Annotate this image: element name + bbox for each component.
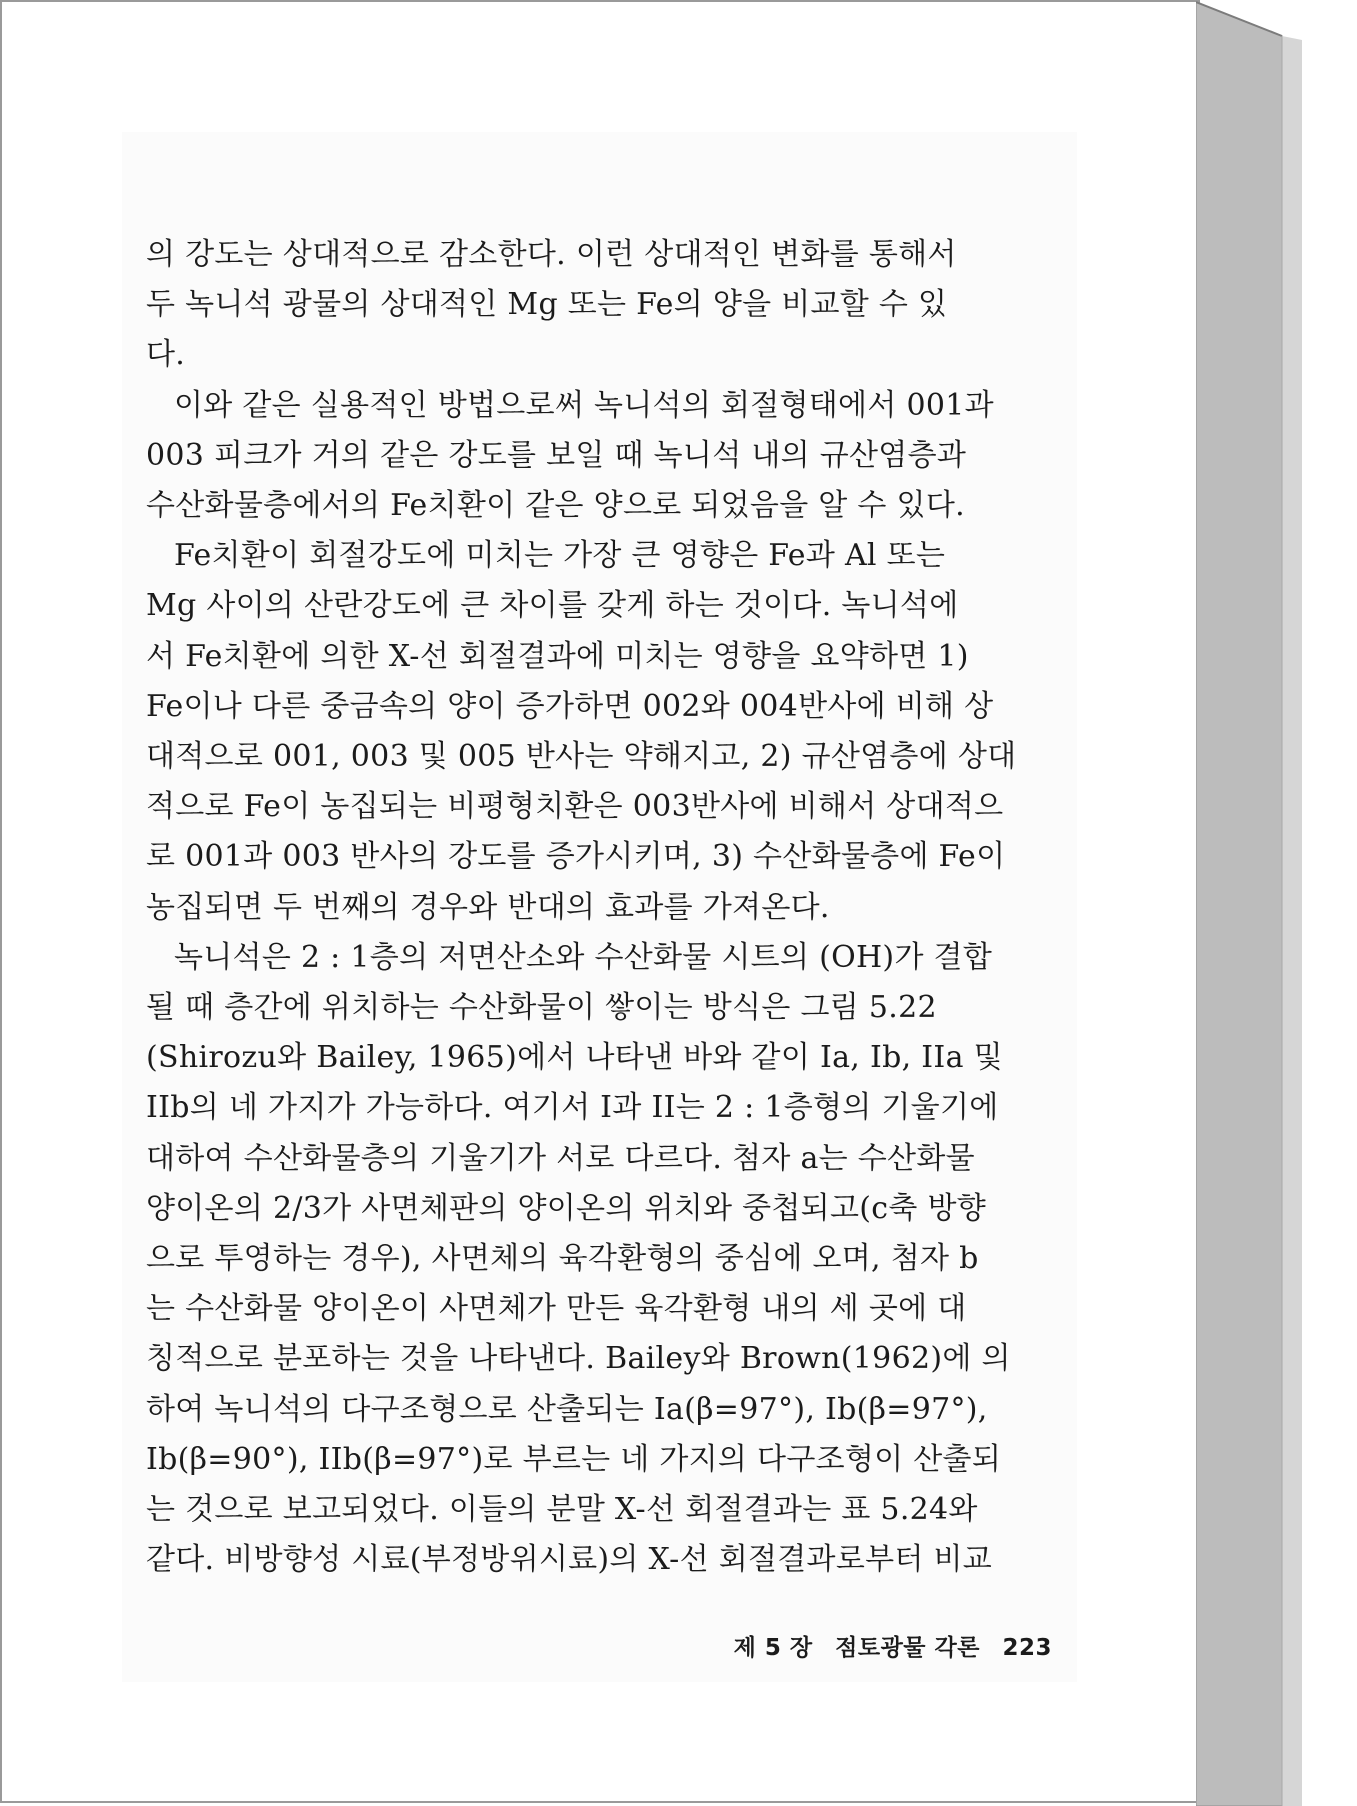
chapter-title: 점토광물 각론 — [835, 1635, 980, 1661]
chapter-label: 제 5 장 — [733, 1635, 813, 1661]
paragraph-2: 이와 같은 실용적인 방법으로써 녹니석의 회절형태에서 001과 003 피크가 거의 같은 강도를 보일 때 녹니석 내의 규산염층과 수산화물층에서의 Fe치환이 같은 양으로 되었음을 알 수 있다. — [146, 387, 994, 524]
paragraph-4: 녹니석은 2 : 1층의 저면산소와 수산화물 시트의 (OH)가 결합 될 때 층간에 위치하는 수산화물이 쌓이는 방식은 그림 5.22 (Shirozu와 Bailey, 1965)에서 나타낸 바와 같이 Ia, Ib, IIa 및 IIb의 네 가지가 가능하다. 여기서 I과 II는 2 : 1층형의 기울기에 대하여 수산화물층의 기울기가 서로 다르다. 첨자 a는 수산화물 양이온의 2/3가 사면체판의 양이온의 위치와 중첩되고(c축 방향 으로 투영하는 경우), 사면체의 육각환형의 중심에 오며, 첨자 b 는 수산화물 양이온이 사면체가 만든 육각환형 내의 세 곳에 대 칭적으로 분포하는 것을 나타낸다. Bailey와 Brown(1962)에 의 하여 녹니석의 다구조형으로 산출되는 Ia(β=97°), Ib(β=97°), Ib(β=90°), IIb(β=97°)로 부르는 네 가지의 다구조형이 산출되 는 것으로 보고되었다. 이들의 분말 X-선 회절결과는 표 5.24와 같다. 비방향성 시료(부정방위시료)의 X-선 회절결과로부터 비교 — [146, 939, 1011, 1578]
body-text — [146, 230, 1061, 1585]
page-footer — [702, 1629, 1052, 1662]
book-edge — [1196, 0, 1303, 1806]
paragraph-3: Fe치환이 회절강도에 미치는 가장 큰 영향은 Fe과 Al 또는 Mg 사이의 산란강도에 큰 차이를 갖게 하는 것이다. 녹니석에 서 Fe치환에 의한 X-선 회절결과에 미치는 영향을 요약하면 1) Fe이나 다른 중금속의 양이 증가하면 002와 004반사에 비해 상 대적으로 001, 003 및 005 반사는 약해지고, 2) 규산염층에 상대 적으로 Fe이 농집되는 비평형치환은 003반사에 비해서 상대적으 로 001과 003 반사의 강도를 증가시키며, 3) 수산화물층에 Fe이 농집되면 두 번째의 경우와 반대의 효과를 가져온다. — [146, 538, 1017, 925]
page-number: 223 — [1002, 1635, 1052, 1661]
paragraph-1: 의 강도는 상대적으로 감소한다. 이런 상대적인 변화를 통해서 두 녹니석 광물의 상대적인 Mg 또는 Fe의 양을 비교할 수 있 다. — [146, 237, 957, 373]
